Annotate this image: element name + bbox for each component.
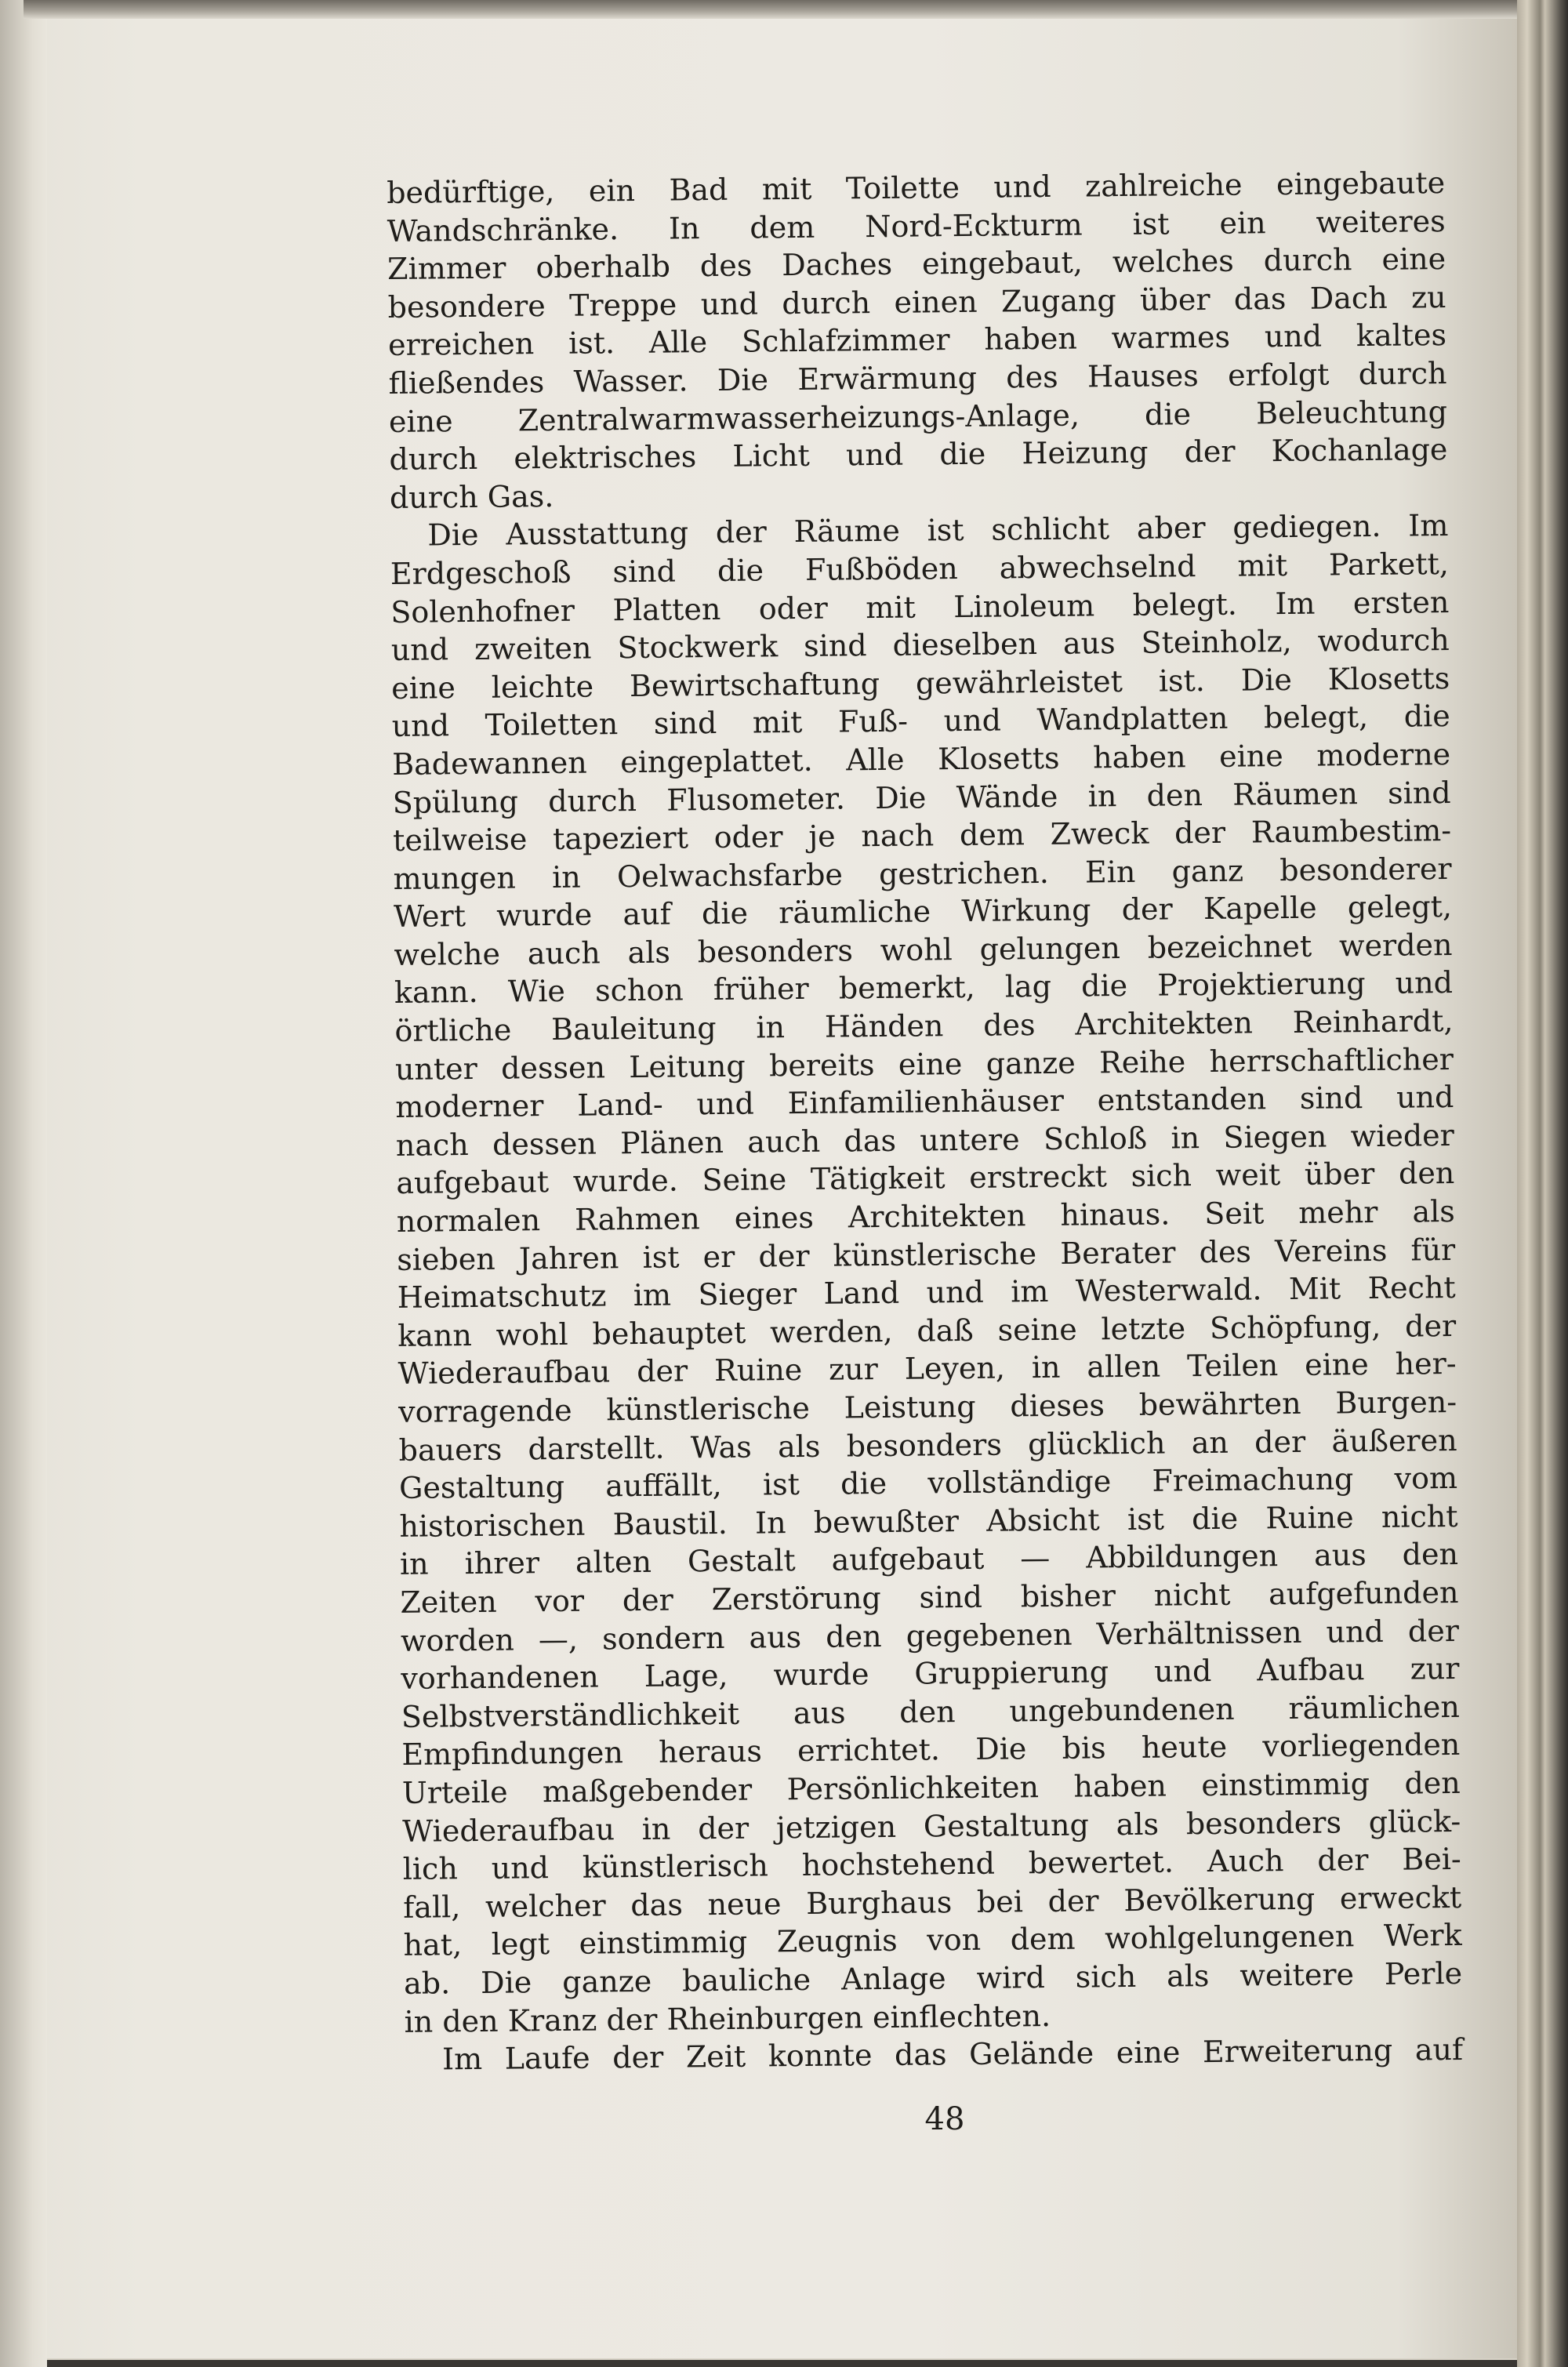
text-line: fall, welcher das neue Burghaus bei der Bevölkerung erweckt (403, 1879, 1462, 1925)
text-line: durch elektrisches Licht und die Heizung der Kochanlage (389, 432, 1448, 477)
text-line: Spülung durch Flusometer. Die Wände in den Räumen sind (392, 775, 1451, 820)
text-line: Zeiten vor der Zerstörung sind bisher nicht aufgefunden (400, 1574, 1459, 1620)
text-line: erreichen ist. Alle Schlafzimmer haben warmes und kaltes (387, 318, 1447, 363)
text-line: vorhandenen Lage, wurde Gruppierung und Aufbau zur (401, 1651, 1460, 1697)
text-line: Badewannen eingeplattet. Alle Klosetts haben eine moderne (392, 736, 1451, 782)
text-line: Heimatschutz im Sieger Land und im Westerwald. Mit Recht (397, 1270, 1456, 1316)
text-line-paragraph-end: durch Gas. (389, 478, 554, 515)
text-line-paragraph-end: in den Kranz der Rheinburgen einflechten. (404, 1998, 1051, 2039)
text-line: in ihrer alten Gestalt aufgebaut — Abbildungen aus den (399, 1537, 1459, 1582)
text-line: lich und künstlerisch hochstehend bewertet. Auch der Bei- (402, 1842, 1461, 1887)
text-line: kann. Wie schon früher bemerkt, lag die Projektierung und (394, 965, 1454, 1011)
text-line: nach dessen Plänen auch das untere Schloß in Siegen wieder (395, 1117, 1455, 1163)
text-line: Urteile maßgebender Persönlichkeiten haben einstimmig den (401, 1765, 1461, 1810)
book-fore-edge (1517, 0, 1568, 2367)
text-line-paragraph-start: Die Ausstattung der Räume ist schlicht aber gediegen. Im (427, 508, 1449, 553)
text-line: vorragende künstlerische Leistung dieses bewährten Burgen- (397, 1384, 1457, 1429)
text-line: eine Zentralwarmwasserheizungs-Anlage, die Beleuchtung (388, 394, 1448, 439)
text-line: ab. Die ganze bauliche Anlage wird sich als weitere Perle (403, 1955, 1463, 2001)
text-line: bedürftige, ein Bad mit Toilette und zahlreiche eingebaute (387, 165, 1446, 210)
text-line: Wandschränke. In dem Nord-Eckturm ist ein weiteres (387, 203, 1446, 249)
text-line: Empfindungen heraus errichtet. Die bis heute vorliegenden (401, 1727, 1461, 1773)
text-line: Selbstverständlichkeit aus den ungebundenen räumlichen (401, 1689, 1461, 1734)
text-line: moderner Land- und Einfamilienhäuser entstanden sind und (395, 1080, 1454, 1125)
text-line: Wiederaufbau der Ruine zur Leyen, in allen Teilen eine her- (397, 1346, 1457, 1392)
text-line: Erdgeschoß sind die Fußböden abwechselnd mit Parkett, (390, 546, 1450, 591)
text-line: Solenhofner Platten oder mit Linoleum belegt. Im ersten (390, 584, 1450, 630)
page-number: 48 (924, 2101, 965, 2137)
text-line: eine leichte Bewirtschaftung gewährleistet ist. Die Klosetts (391, 660, 1450, 706)
text-line: bauers darstellt. Was als besonders glücklich an der äußeren (398, 1422, 1457, 1468)
text-line: Wiederaufbau in der jetzigen Gestaltung als besonders glück- (402, 1803, 1461, 1849)
text-line: und zweiten Stockwerk sind dieselben aus Steinholz, wodurch (390, 623, 1450, 668)
text-line: mungen in Oelwachsfarbe gestrichen. Ein ganz besonderer (393, 851, 1452, 896)
text-line: teilweise tapeziert oder je nach dem Zweck der Raumbestim- (392, 813, 1452, 859)
text-line: Gestaltung auffällt, ist die vollständige Freimachung vom (398, 1461, 1458, 1506)
text-line: aufgebaut wurde. Seine Tätigkeit erstreckt sich weit über den (396, 1156, 1455, 1201)
page-top-edge (24, 0, 1517, 19)
text-line: unter dessen Leitung bereits eine ganze Reihe herrschaftlicher (394, 1041, 1454, 1087)
text-line: sieben Jahren ist er der künstlerische Berater des Vereins für (397, 1232, 1456, 1277)
text-line: hat, legt einstimmig Zeugnis von dem wohlgelungenen Werk (403, 1918, 1462, 1963)
text-line: fließendes Wasser. Die Erwärmung des Hauses erfolgt durch (388, 355, 1447, 401)
body-text (387, 164, 1463, 2079)
text-line-paragraph-start: Im Laufe der Zeit konnte das Gelände eine Erweiterung auf (441, 2032, 1464, 2077)
text-line: welche auch als besonders wohl gelungen bezeichnet werden (394, 927, 1453, 972)
text-line: kann wohl behauptet werden, daß seine letzte Schöpfung, der (397, 1308, 1457, 1353)
text-line: besondere Treppe und durch einen Zugang über das Dach zu (387, 279, 1446, 325)
text-line: örtliche Bauleitung in Händen des Architekten Reinhardt, (394, 1004, 1454, 1049)
text-line: historischen Baustil. In bewußter Absicht ist die Ruine nicht (399, 1498, 1458, 1544)
text-line: Zimmer oberhalb des Daches eingebaut, welches durch eine (387, 241, 1446, 287)
text-line: und Toiletten sind mit Fuß- und Wandplatten belegt, die (391, 699, 1450, 744)
text-line: normalen Rahmen eines Architekten hinaus. Seit mehr als (396, 1194, 1455, 1239)
page-gutter-shadow (0, 0, 47, 2367)
text-line: Wert wurde auf die räumliche Wirkung der Kapelle gelegt, (393, 889, 1453, 935)
text-line: worden —, sondern aus den gegebenen Verhältnissen und der (400, 1613, 1460, 1658)
